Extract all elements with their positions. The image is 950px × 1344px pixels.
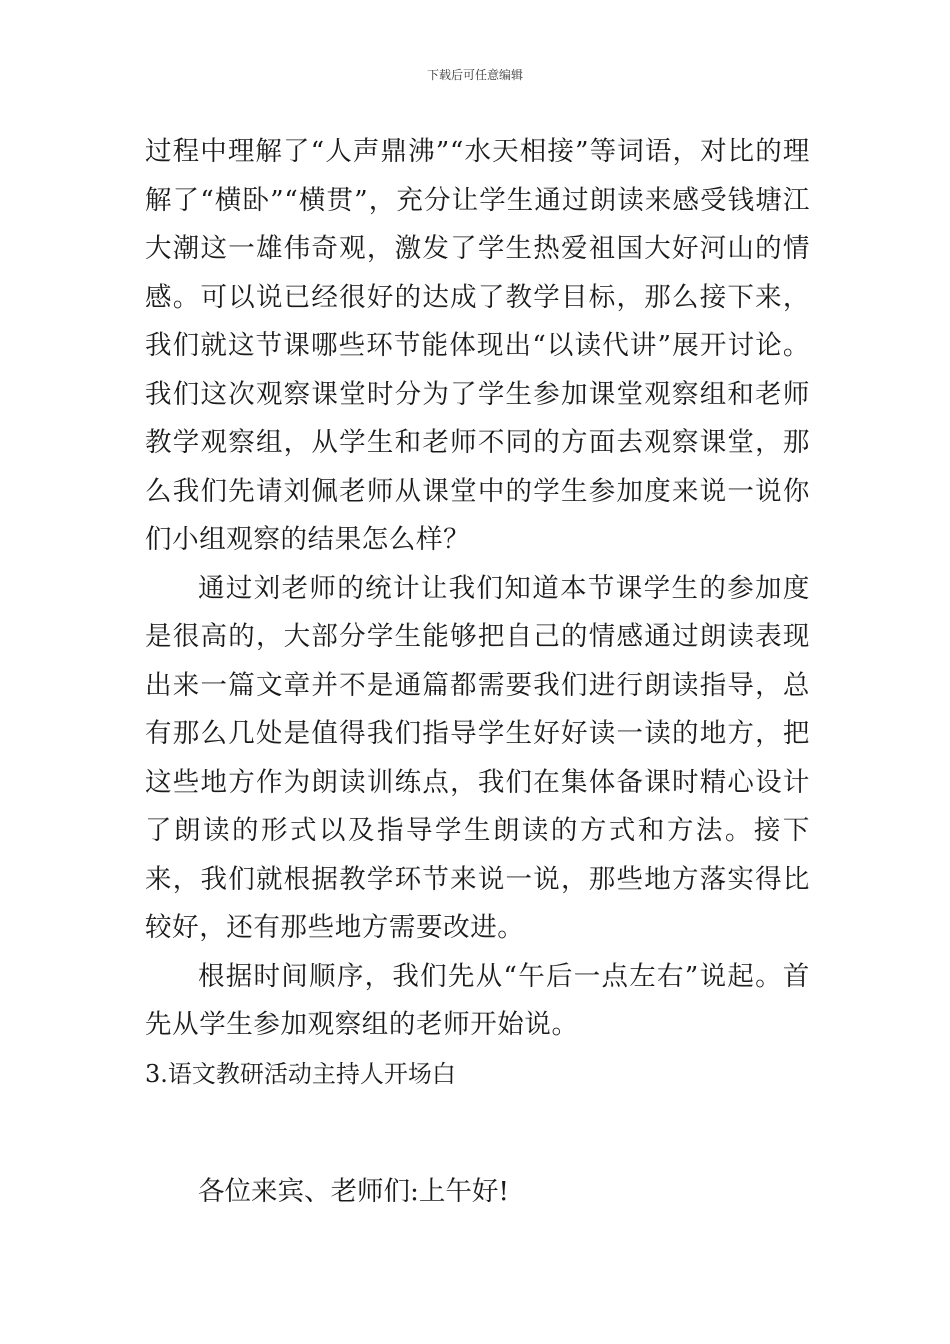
section-heading: 3.语文教研活动主持人开场白 (145, 1059, 456, 1088)
paragraph-1: 过程中理解了“人声鼎沸”“水天相接”等词语，对比的理解了“横卧”“横贯”，充分让学生通过朗读来感受钱塘江大潮这一雄伟奇观，激发了学生热爱祖国大好河山的情感。可以说已经很好的达成了教学目标，那么接下来，我们就这节课哪些环节能体现出“以读代讲”展开讨论。我们这次观察课堂时分为了学生参加课堂观察组和老师教学观察组，从学生和老师不同的方面去观察课堂，那么我们先请刘佩老师从课堂中的学生参加度来说一说你们小组观察的结果怎么样？ (145, 136, 810, 555)
greeting-line: 各位来宾、老师们:上午好! (198, 1176, 510, 1207)
page-header: 下载后可任意编辑 (426, 68, 523, 82)
paragraph-2: 通过刘老师的统计让我们知道本节课学生的参加度是很高的，大部分学生能够把自己的情感通过朗读表现出来一篇文章并不是通篇都需要我们进行朗读指导，总有那么几处是值得我们指导学生好好读一读的地方，把这些地方作为朗读训练点，我们在集体备课时精心设计了朗读的形式以及指导学生朗读的方式和方法。接下来，我们就根据教学环节来说一说，那些地方落实得比较好，还有那些地方需要改进。 (145, 572, 810, 943)
paragraph-3: 根据时间顺序，我们先从“午后一点左右”说起。首先从学生参加观察组的老师开始说。 (145, 960, 810, 1040)
document-body (145, 128, 810, 1098)
